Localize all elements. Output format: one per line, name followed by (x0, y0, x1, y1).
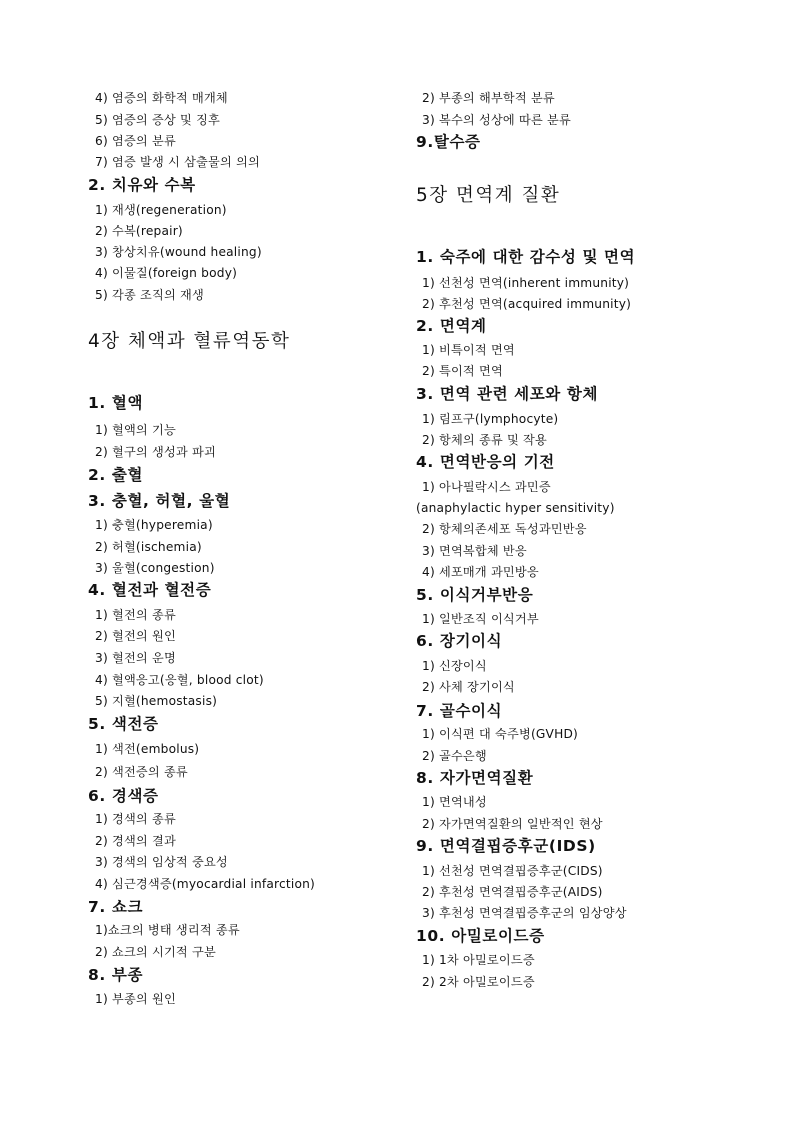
subsection-item: 2) 골수은행 (422, 749, 487, 763)
subsection-item: 1)쇼크의 병태 생리적 종류 (95, 923, 240, 937)
subsection-item: 5) 각종 조직의 재생 (95, 288, 204, 302)
subsection-item: 1) 선천성 면역(inherent immunity) (422, 276, 630, 290)
subsection-item: 4) 세포매개 과민방응 (422, 565, 539, 579)
section-heading: 7. 쇼크 (88, 898, 144, 916)
subsection-item: 1) 아나필락시스 과민증 (422, 480, 551, 494)
subsection-item: 2) 후천성 면역(acquired immunity) (422, 297, 632, 311)
section-heading: 5. 이식거부반응 (416, 586, 534, 604)
subsection-item: 1) 이식편 대 숙주병(GVHD) (422, 727, 578, 741)
subsection-item: 1) 1차 아밀로이드증 (422, 953, 535, 967)
chapter-heading: 4장 체액과 혈류역동학 (88, 331, 291, 352)
subsection-item: 1) 재생(regeneration) (95, 203, 227, 217)
subsection-item: (anaphylactic hyper sensitivity) (416, 501, 615, 515)
subsection-item: 3) 창상치유(wound healing) (95, 245, 262, 259)
subsection-item: 2) 자가면역질환의 일반적인 현상 (422, 817, 603, 831)
section-heading: 3. 면역 관련 세포와 항체 (416, 385, 599, 403)
subsection-item: 3) 경색의 임상적 중요성 (95, 855, 228, 869)
subsection-item: 2) 색전증의 종류 (95, 765, 188, 779)
section-heading: 1. 혈액 (88, 394, 144, 412)
subsection-item: 2) 혈구의 생성과 파괴 (95, 445, 216, 459)
section-heading: 10. 아밀로이드증 (416, 927, 545, 945)
chapter-heading: 5장 면역계 질환 (416, 185, 561, 206)
subsection-item: 2) 수복(repair) (95, 224, 183, 238)
subsection-item: 2) 경색의 결과 (95, 834, 176, 848)
section-heading: 4. 면역반응의 기전 (416, 453, 555, 471)
subsection-item: 4) 염증의 화학적 매개체 (95, 91, 228, 105)
subsection-item: 1) 경색의 종류 (95, 812, 176, 826)
section-heading: 3. 충혈, 허혈, 울혈 (88, 492, 231, 510)
subsection-item: 1) 선천성 면역결핍증후군(CIDS) (422, 864, 603, 878)
subsection-item: 4) 혈액응고(응혈, blood clot) (95, 673, 264, 687)
subsection-item: 1) 신장이식 (422, 659, 487, 673)
section-heading: 7. 골수이식 (416, 702, 503, 720)
subsection-item: 1) 림프구(lymphocyte) (422, 412, 559, 426)
section-heading: 1. 숙주에 대한 감수성 및 면역 (416, 248, 636, 266)
subsection-item: 5) 지혈(hemostasis) (95, 694, 218, 708)
subsection-item: 1) 혈액의 기능 (95, 423, 176, 437)
subsection-item: 3) 혈전의 운명 (95, 651, 176, 665)
subsection-item: 5) 염증의 증상 및 징후 (95, 113, 220, 127)
subsection-item: 3) 울혈(congestion) (95, 561, 215, 575)
subsection-item: 1) 면역내성 (422, 795, 487, 809)
subsection-item: 2) 쇼크의 시기적 구분 (95, 945, 216, 959)
section-heading: 9. 면역결핍증후군(IDS) (416, 837, 596, 855)
subsection-item: 1) 충혈(hyperemia) (95, 518, 213, 532)
subsection-item: 1) 비특이적 면역 (422, 343, 515, 357)
section-heading: 8. 부종 (88, 966, 144, 984)
subsection-item: 1) 혈전의 종류 (95, 608, 176, 622)
section-heading: 6. 장기이식 (416, 632, 503, 650)
section-heading: 9.탈수증 (416, 133, 481, 151)
subsection-item: 6) 염증의 분류 (95, 134, 176, 148)
subsection-item: 2) 허혈(ischemia) (95, 540, 202, 554)
subsection-item: 4) 심근경색증(myocardial infarction) (95, 877, 315, 891)
subsection-item: 2) 특이적 면역 (422, 364, 503, 378)
section-heading: 2. 치유와 수복 (88, 176, 196, 194)
section-heading: 2. 출혈 (88, 466, 144, 484)
subsection-item: 3) 면역복합체 반응 (422, 544, 527, 558)
subsection-item: 3) 복수의 성상에 따른 분류 (422, 113, 571, 127)
section-heading: 6. 경색증 (88, 787, 159, 805)
subsection-item: 1) 부종의 원인 (95, 992, 176, 1006)
section-heading: 5. 색전증 (88, 715, 159, 733)
subsection-item: 2) 2차 아밀로이드증 (422, 975, 535, 989)
subsection-item: 2) 항체의존세포 독성과민반응 (422, 522, 587, 536)
subsection-item: 2) 부종의 해부학적 분류 (422, 91, 555, 105)
subsection-item: 2) 사체 장기이식 (422, 680, 515, 694)
subsection-item: 3) 후천성 면역결핍증후군의 임상양상 (422, 906, 627, 920)
section-heading: 8. 자가면역질환 (416, 769, 534, 787)
subsection-item: 1) 색전(embolus) (95, 742, 200, 756)
subsection-item: 2) 후천성 면역결핍증후군(AIDS) (422, 885, 603, 899)
subsection-item: 1) 일반조직 이식거부 (422, 612, 539, 626)
subsection-item: 4) 이물질(foreign body) (95, 266, 238, 280)
section-heading: 4. 혈전과 혈전증 (88, 581, 212, 599)
subsection-item: 7) 염증 발생 시 삼출물의 의의 (95, 155, 260, 169)
section-heading: 2. 면역계 (416, 317, 487, 335)
subsection-item: 2) 항체의 종류 및 작용 (422, 433, 547, 447)
subsection-item: 2) 혈전의 원인 (95, 629, 176, 643)
